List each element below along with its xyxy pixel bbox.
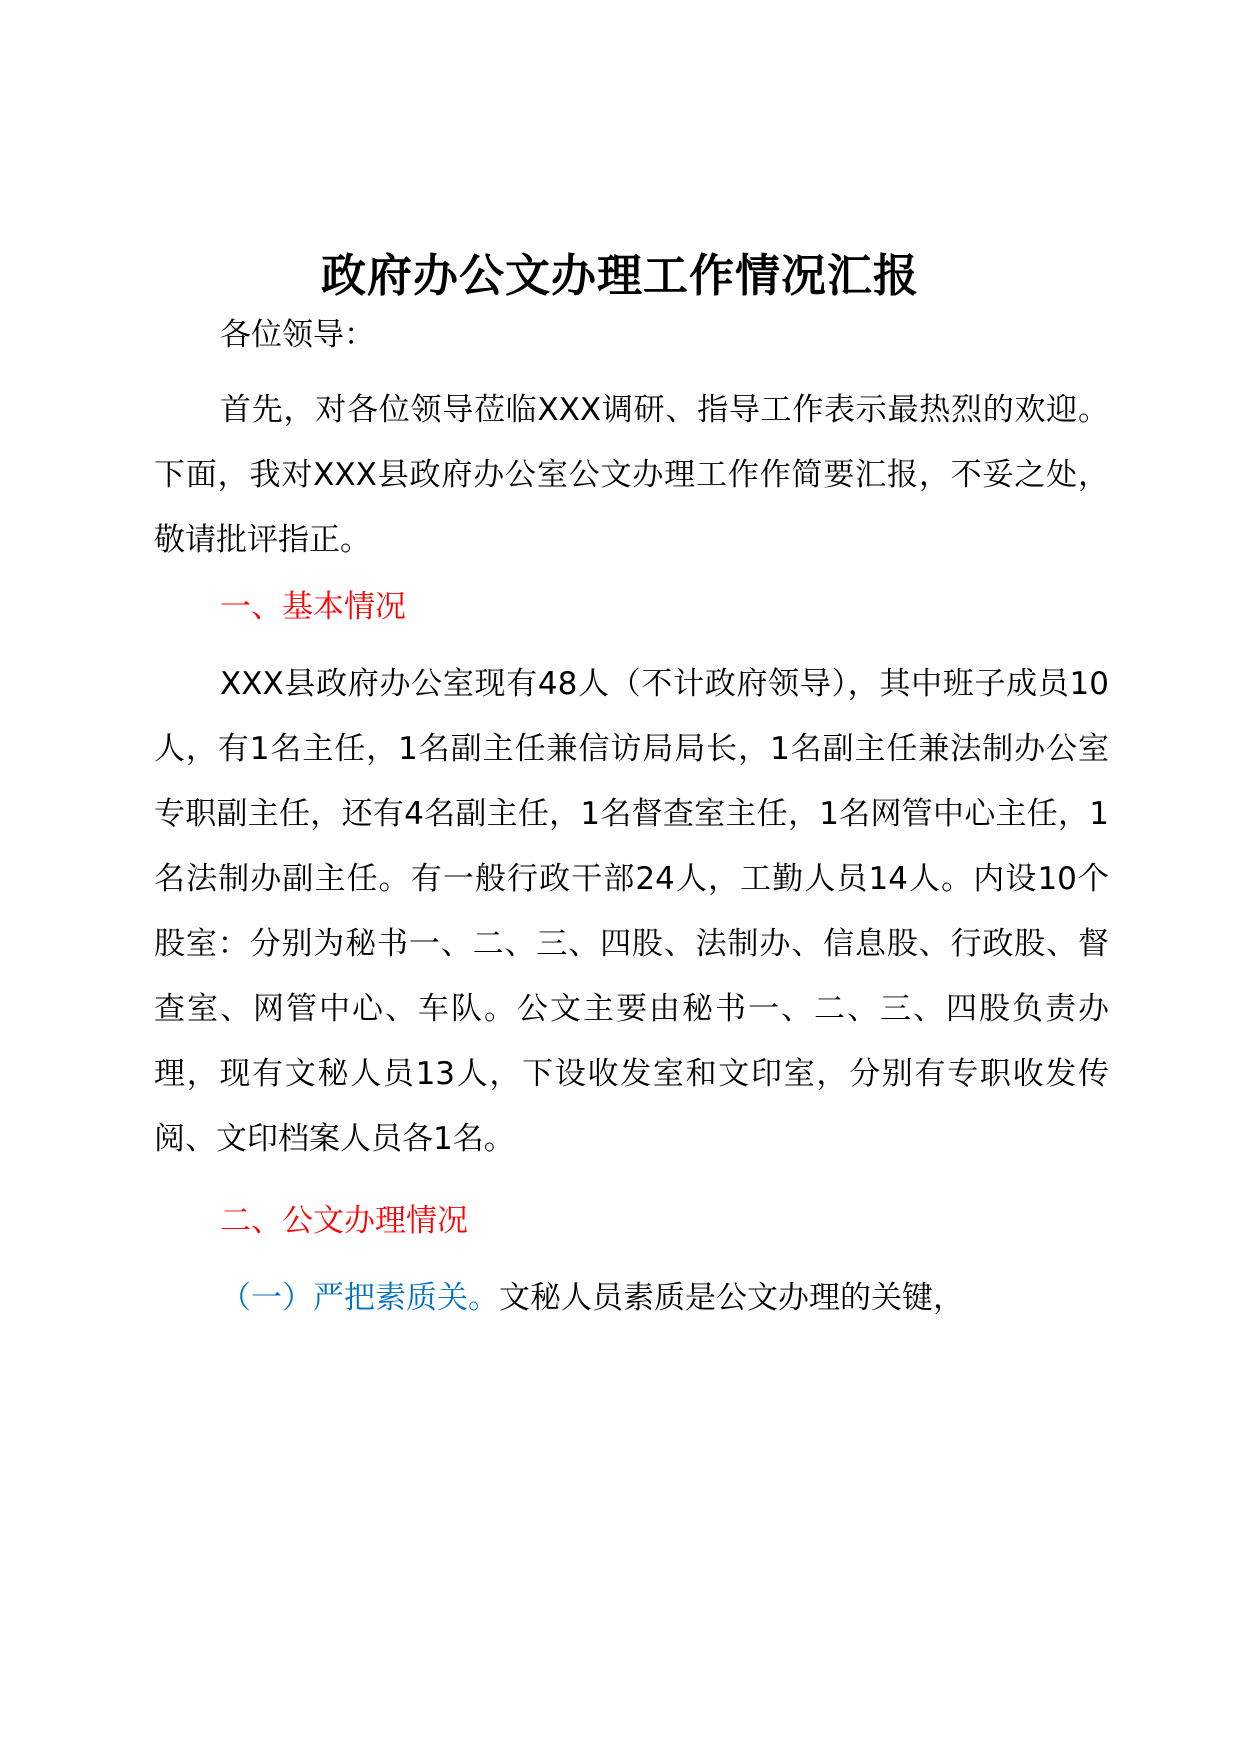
section-1-body: XXX县政府办公室现有48人（不计政府领导），其中班子成员10人，有1名主任，1名副主任兼信访局局长，1名副主任兼法制办公室专职副主任，还有4名副主任，1名督查室主任，1名网管中心主任，1名法制办副主任。有一般行政干部24人，工勤人员14人。内设10个股室：分别为秘书一、二、三、四股、法制办、信息股、行政股、督查室、网管中心、车队。公文主要由秘书一、二、三、四股负责办理，现有文秘人员13人，下设收发室和文印室，分别有专职收发传阅、文印档案人员各1名。: [154, 666, 1109, 1157]
section-2-heading: 二、公文办理情况: [220, 1203, 468, 1239]
subsection-1-lead: （一）严把素质关。: [220, 1280, 499, 1316]
subsection-1-text: 文秘人员素质是公文办理的关键，: [499, 1280, 964, 1316]
document-title: 政府办公文办理工作情况汇报: [320, 249, 919, 302]
section-1-heading: 一、基本情况: [220, 589, 406, 625]
salutation: 各位领导：: [220, 317, 375, 353]
intro-paragraph: 首先，对各位领导莅临XXX调研、指导工作表示最热烈的欢迎。下面，我对XXX县政府办公室公文办理工作作简要汇报，不妥之处，敬请批评指正。: [154, 392, 1109, 558]
section-2-subsection-1: [154, 1266, 1109, 1331]
